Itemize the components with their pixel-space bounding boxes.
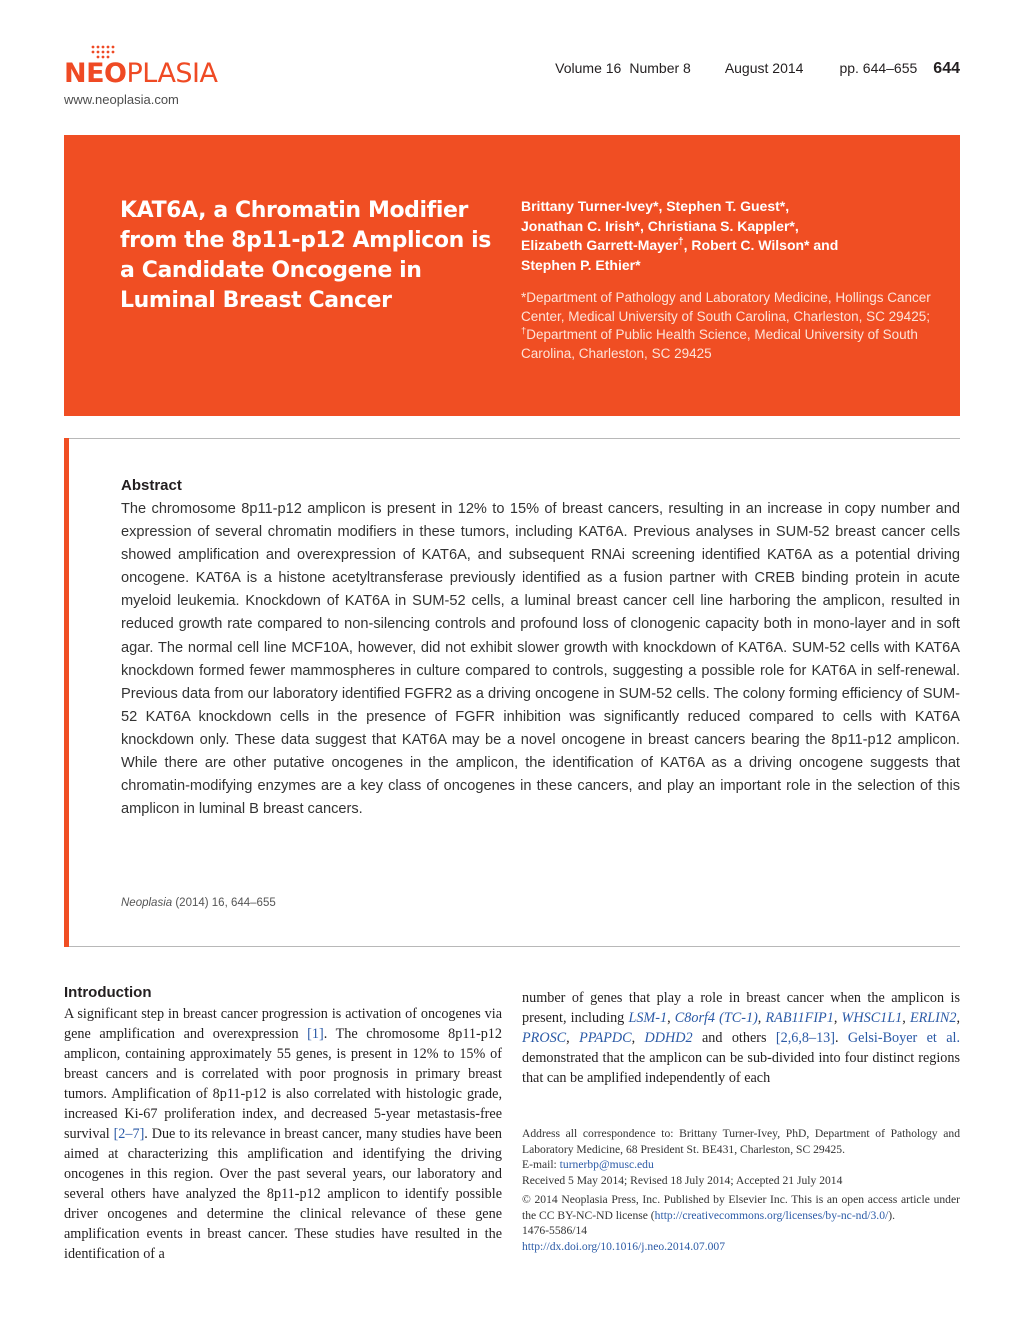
author-line-1: Brittany Turner-Ivey*, Stephen T. Guest*, — [521, 198, 790, 214]
citation-link[interactable]: Gelsi-Boyer et al. — [847, 1030, 961, 1046]
journal-url[interactable]: www.neoplasia.com — [64, 92, 179, 107]
license-link[interactable]: http://creativecommons.org/licenses/by-nc-nd/3.0/ — [654, 1208, 889, 1222]
intro-column-1: A significant step in breast cancer progression is activation of oncogenes via gene amplification and overexpression [1]. The chromosome 8p11-p12 amplicon, containing approximately 55 genes, is present in 12% to 15% of breast cancers and is correlated with poor prognosis in primary breast tumors. Amplification of 8p11-p12 is also correlated with histologic grade, increased Ki-67 proliferation index, and decreased 5-year metastasis-free survival [2–7]. Due to its relevance in breast cancer, many studies have been aimed at characterizing this amplification and identifying the driving oncogenes in this region. Over the past several years, our laboratory and several others have analyzed the 8p11-p12 amplicon to identify possible driver oncogenes and determine the clinical relevance of these gene amplification events in breast cancer. These studies have resulted in the identification of a — [64, 1006, 502, 1262]
issue-number: Number 8 — [629, 60, 691, 76]
reference-link[interactable]: [2,6,8–13] — [775, 1030, 835, 1046]
affiliations: *Department of Pathology and Laboratory Medicine, Hollings Cancer Center, Medical University of South Carolina, Charleston, SC 29425; †Department of Public Health Science, Medical University of South Carolina, Charleston, SC 29425 — [521, 290, 931, 361]
volume: Volume 16 — [555, 60, 622, 76]
issue-date: August 2014 — [724, 60, 804, 76]
abstract-citation: Neoplasia (2014) 16, 644–655 — [121, 897, 276, 909]
correspondence-address: Address all correspondence to: Brittany Turner-Ivey, PhD, Department of Pathology and Laboratory Medicine, 68 President St. BE431, Charleston, SC 29425. — [522, 1127, 960, 1156]
intro-column-2: number of genes that play a role in breast cancer when the amplicon is present, including LSM-1, C8orf4 (TC-1), RAB11FIP1, WHSC1L1, ERLIN2, PROSC, PPAPDC, DDHD2 and others [2,6,8–13]. Gelsi-Boyer et al. demonstrated that the amplicon can be sub-divided into four distinct regions that can be amplified independently of each — [522, 990, 961, 1086]
issn: 1476-5586/14 — [522, 1224, 588, 1237]
correspondence-block — [522, 1126, 960, 1254]
article-dates: Received 5 May 2014; Revised 18 July 2014; Accepted 21 July 2014 — [522, 1173, 843, 1187]
license-statement: © 2014 Neoplasia Press, Inc. Published by Elsevier Inc. This is an open access article under the CC BY-NC-ND license (http://creativecommons.org/licenses/by-nc-nd/3.0/). — [522, 1193, 960, 1222]
abstract-top-rule — [64, 438, 960, 439]
gene-link[interactable]: ERLIN2 — [909, 1010, 957, 1026]
author-line-2: Jonathan C. Irish*, Christiana S. Kappler*, — [521, 217, 799, 234]
article-title: KAT6A, a Chromatin Modifier from the 8p11-p12 Amplicon is a Candidate Oncogene in Luminal Breast Cancer — [120, 198, 491, 313]
gene-link[interactable]: LSM-1 — [628, 1010, 668, 1026]
gene-link[interactable]: C8orf4 (TC-1) — [674, 1010, 758, 1026]
gene-link[interactable]: PPAPDC — [579, 1030, 632, 1046]
page-range: pp. 644–655 — [839, 60, 918, 76]
logo-wordmark: NEOPLASIA — [64, 58, 218, 89]
gene-link[interactable]: DDHD2 — [644, 1030, 693, 1046]
journal-logo — [64, 44, 224, 92]
reference-link[interactable]: [1] — [307, 1026, 324, 1042]
page-number: 644 — [933, 60, 960, 77]
author-line-3: Elizabeth Garrett-Mayer†, Robert C. Wilson* and — [521, 236, 839, 253]
introduction-heading: Introduction — [64, 984, 152, 1001]
author-list — [521, 197, 941, 275]
issue-info — [555, 60, 960, 78]
gene-link[interactable]: WHSC1L1 — [841, 1010, 903, 1026]
abstract-heading: Abstract — [121, 477, 182, 494]
correspondence-email: E-mail: turnerbp@musc.edu — [522, 1158, 654, 1171]
abstract-text: The chromosome 8p11-p12 amplicon is present in 12% to 15% of breast cancers, resulting in an increase in copy number and expression of several chromatin modifiers in these tumors, including KAT6A. Previous analyses in SUM-52 breast cancer cells showed amplification and overexpression of KAT6A, and subsequent RNAi screening identified KAT6A as a potential driving oncogene. KAT6A is a histone acetyltransferase previously identified as a fusion partner with CREB binding protein in acute myeloid leukemia. Knockdown of KAT6A in SUM-52 cells, a luminal breast cancer cell line harboring the amplicon, resulted in reduced growth rate compared to non-silencing controls and profound loss of clonogenic capacity both in mono-layer and in soft agar. The normal cell line MCF10A, however, did not exhibit slower growth with knockdown of KAT6A. SUM-52 cells with KAT6A knockdown formed fewer mammospheres in culture compared to controls, suggesting a possible role for KAT6A in self-renewal. Previous data from our laboratory identified FGFR2 as a driving oncogene in SUM-52 cells. The colony forming efficiency of SUM-52 KAT6A knockdown cells in the presence of FGFR inhibition was significantly reduced compared to cells with KAT6A knockdown only. These data suggest that KAT6A may be a novel oncogene in breast cancers bearing the 8p11-p12 amplicon. While there are other putative oncogenes in the amplicon, the identification of KAT6A as a driving oncogene suggests that chromatin-modifying enzymes are a key class of oncogenes in these cancers, and play an important role in the selection of this amplicon in luminal B breast cancers. — [121, 501, 960, 818]
reference-link[interactable]: [2–7] — [113, 1126, 145, 1142]
abstract-bottom-rule — [64, 946, 960, 947]
author-line-4: Stephen P. Ethier* — [521, 256, 641, 273]
abstract-accent-bar — [64, 438, 69, 947]
gene-link[interactable]: PROSC — [522, 1030, 567, 1046]
gene-link[interactable]: RAB11FIP1 — [765, 1010, 834, 1026]
email-link[interactable]: turnerbp@musc.edu — [559, 1158, 654, 1171]
doi-link[interactable]: http://dx.doi.org/10.1016/j.neo.2014.07.007 — [522, 1239, 725, 1253]
